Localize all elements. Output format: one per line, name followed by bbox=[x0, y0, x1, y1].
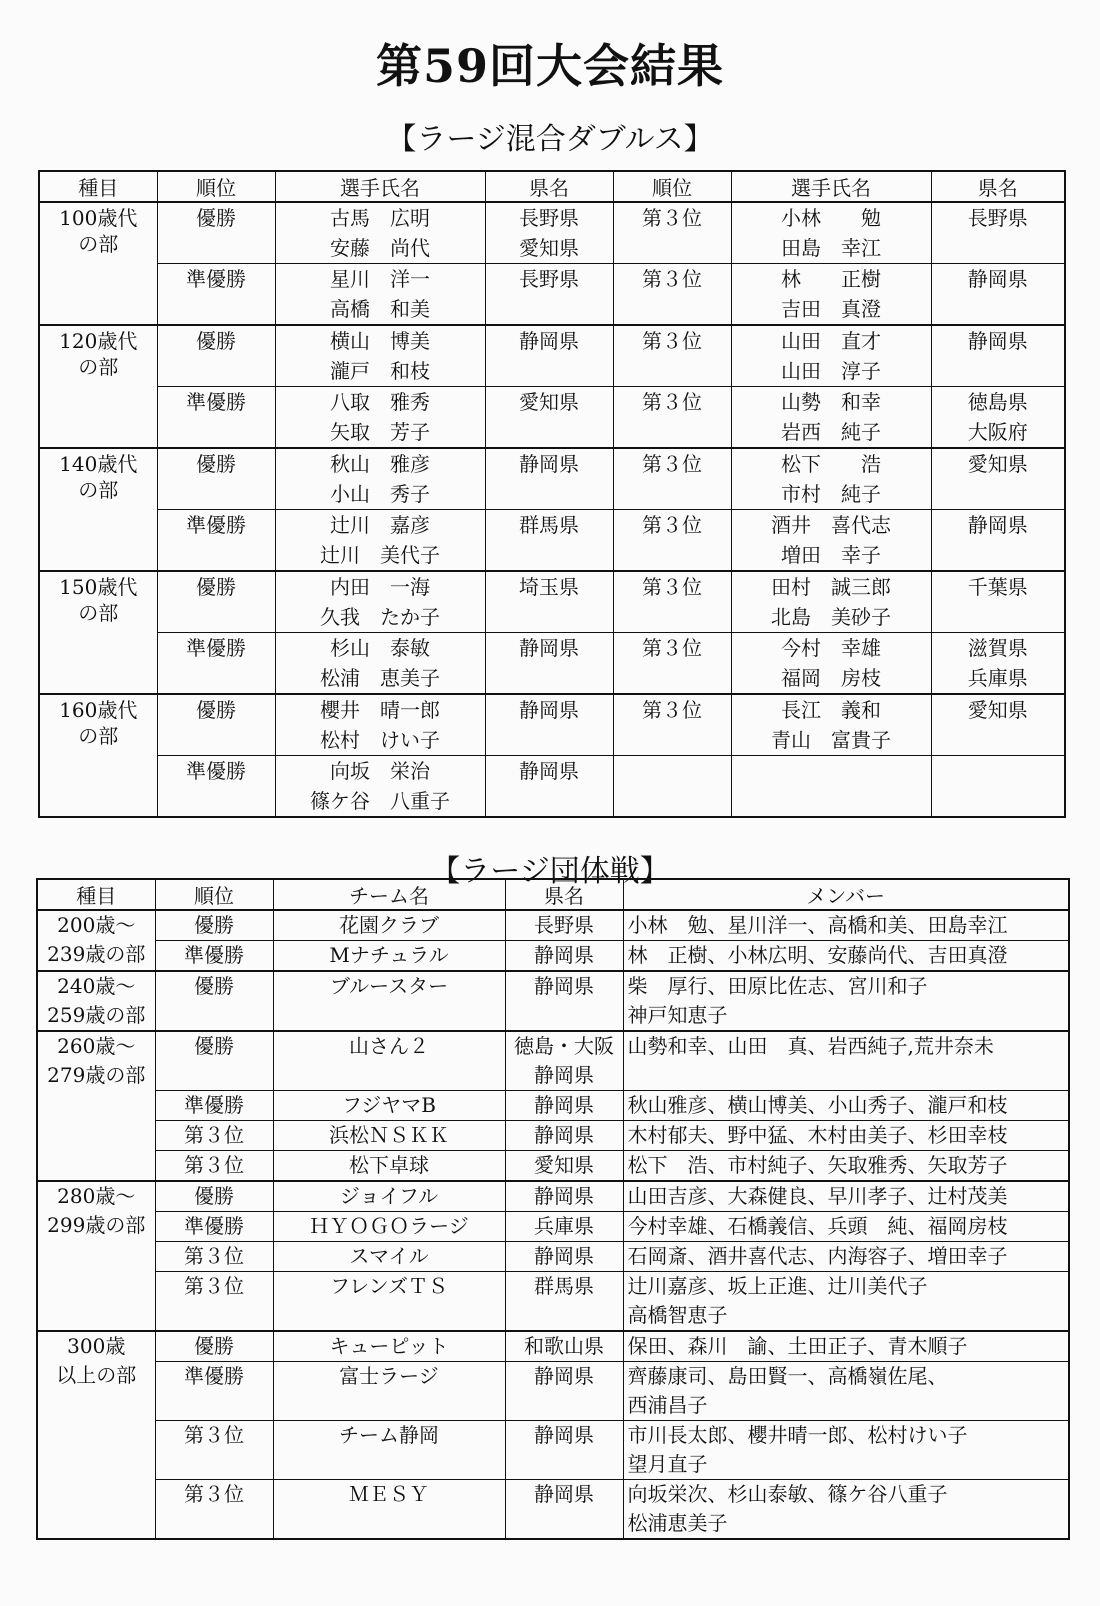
page-title: 第59回大会結果 bbox=[375, 39, 724, 93]
header-cell: 県名 bbox=[505, 879, 623, 910]
members-cell: 辻川嘉彦、坂上正進、辻川美代子 高橋智恵子 bbox=[623, 1272, 1069, 1332]
rank-cell: 優勝 bbox=[155, 1181, 273, 1212]
player-name: 久我 たか子 bbox=[320, 605, 440, 629]
rank3-cell: 第３位 bbox=[613, 694, 731, 756]
players-cell bbox=[275, 756, 485, 818]
players3-cell bbox=[731, 633, 931, 695]
prefecture-name: 大阪府 bbox=[967, 420, 1028, 444]
prefecture3-cell bbox=[931, 510, 1065, 572]
members-cell: 山勢和幸、山田 真、岩西純子,荒井奈未 bbox=[623, 1031, 1069, 1091]
members-cell: 保田、森川 諭、土田正子、青木順子 bbox=[623, 1331, 1069, 1362]
players-cell bbox=[275, 264, 485, 326]
player-name: 矢取 芳子 bbox=[330, 420, 430, 444]
members-cell: 山田吉彦、大森健良、早川孝子、辻村茂美 bbox=[623, 1181, 1069, 1212]
team-name-cell: キューピット bbox=[273, 1331, 505, 1362]
prefecture-cell: 静岡県 bbox=[505, 1421, 623, 1480]
prefecture-cell bbox=[485, 510, 613, 572]
player-name: 内田 一海 bbox=[330, 575, 430, 599]
category-cell bbox=[37, 1331, 155, 1539]
table-row bbox=[39, 325, 1065, 387]
prefecture-name: 千葉県 bbox=[967, 575, 1028, 599]
team-name-cell: ブルースター bbox=[273, 971, 505, 1031]
player-name: 今村 幸雄 bbox=[781, 636, 881, 660]
player-name: 小林 勉 bbox=[781, 206, 881, 230]
members-cell: 向坂栄次、杉山泰敏、篠ケ谷八重子 松浦恵美子 bbox=[623, 1480, 1069, 1540]
player-name: 古馬 広明 bbox=[330, 206, 430, 230]
players-cell bbox=[275, 387, 485, 449]
prefecture-cell: 静岡県 bbox=[505, 1242, 623, 1272]
header-cell: 順位 bbox=[613, 171, 731, 202]
team-name-cell: フレンズＴＳ bbox=[273, 1272, 505, 1332]
category-label: 100歳代 の部 bbox=[59, 206, 138, 256]
rank-cell: 準優勝 bbox=[157, 510, 275, 572]
team-name-cell: Mナチュラル bbox=[273, 941, 505, 972]
player-name: 高橋 和美 bbox=[330, 297, 430, 321]
table-row bbox=[39, 694, 1065, 756]
player-name: 岩西 純子 bbox=[781, 420, 881, 444]
rank-cell: 準優勝 bbox=[157, 756, 275, 818]
prefecture-name: 静岡県 bbox=[967, 329, 1028, 353]
category-cell bbox=[39, 202, 157, 325]
table-row bbox=[37, 1480, 1069, 1540]
table-row bbox=[37, 1331, 1069, 1362]
player-name: 辻川 嘉彦 bbox=[330, 513, 430, 537]
prefecture-cell bbox=[485, 202, 613, 264]
prefecture-cell bbox=[485, 325, 613, 387]
players-cell bbox=[275, 510, 485, 572]
members-cell: 松下 浩、市村純子、矢取雅秀、矢取芳子 bbox=[623, 1151, 1069, 1182]
players3-cell bbox=[731, 387, 931, 449]
players-cell bbox=[275, 694, 485, 756]
player-name: 小山 秀子 bbox=[330, 482, 430, 506]
section-title-mixed-doubles: 【ラージ混合ダブルス】 bbox=[386, 122, 714, 157]
prefecture-cell: 愛知県 bbox=[505, 1151, 623, 1182]
players3-cell bbox=[731, 325, 931, 387]
table-row bbox=[37, 941, 1069, 972]
players-cell bbox=[275, 571, 485, 633]
rank3-cell: 第３位 bbox=[613, 510, 731, 572]
prefecture-cell bbox=[485, 633, 613, 695]
player-name: 横山 博美 bbox=[330, 329, 430, 353]
prefecture-name: 静岡県 bbox=[519, 329, 579, 353]
table-row bbox=[37, 1212, 1069, 1242]
players3-cell bbox=[731, 694, 931, 756]
rank-cell: 第３位 bbox=[155, 1121, 273, 1151]
player-name: 山勢 和幸 bbox=[781, 390, 881, 414]
player-name: 松浦 恵美子 bbox=[320, 666, 440, 690]
header-cell: 種目 bbox=[37, 879, 155, 910]
prefecture-name: 静岡県 bbox=[967, 513, 1028, 537]
prefecture-cell bbox=[485, 448, 613, 510]
header-cell: 選手氏名 bbox=[275, 171, 485, 202]
rank-cell: 準優勝 bbox=[155, 1362, 273, 1421]
members-cell: 秋山雅彦、横山博美、小山秀子、瀧戸和枝 bbox=[623, 1091, 1069, 1121]
player-name: 吉田 真澄 bbox=[781, 297, 881, 321]
prefecture-cell: 静岡県 bbox=[505, 1121, 623, 1151]
player-name: 長江 義和 bbox=[781, 698, 881, 722]
rank3-cell: 第３位 bbox=[613, 571, 731, 633]
rank-cell: 準優勝 bbox=[157, 387, 275, 449]
players-cell bbox=[275, 202, 485, 264]
players-cell bbox=[275, 448, 485, 510]
rank-cell: 優勝 bbox=[157, 202, 275, 264]
prefecture-name: 静岡県 bbox=[519, 698, 579, 722]
rank-cell: 優勝 bbox=[155, 971, 273, 1031]
rank-cell: 準優勝 bbox=[157, 633, 275, 695]
prefecture3-cell bbox=[931, 387, 1065, 449]
player-name: 安藤 尚代 bbox=[330, 236, 430, 260]
team-name-cell: 浜松ＮＳＫＫ bbox=[273, 1121, 505, 1151]
prefecture-name: 静岡県 bbox=[519, 636, 579, 660]
players3-cell bbox=[731, 510, 931, 572]
table-row bbox=[37, 1151, 1069, 1182]
prefecture-cell: 静岡県 bbox=[505, 1181, 623, 1212]
prefecture3-cell bbox=[931, 756, 1065, 818]
team-name-cell: スマイル bbox=[273, 1242, 505, 1272]
rank3-cell: 第３位 bbox=[613, 633, 731, 695]
table-row bbox=[37, 1181, 1069, 1212]
category-label: 120歳代 の部 bbox=[59, 329, 138, 379]
table-header-row bbox=[39, 171, 1065, 202]
category-label: 200歳～ 239歳の部 bbox=[47, 913, 146, 966]
player-name: 篠ケ谷 八重子 bbox=[310, 789, 450, 813]
player-name: 辻川 美代子 bbox=[320, 543, 440, 567]
prefecture-name: 兵庫県 bbox=[967, 666, 1028, 690]
prefecture-name: 静岡県 bbox=[519, 759, 579, 783]
players3-cell bbox=[731, 448, 931, 510]
player-name: 八取 雅秀 bbox=[330, 390, 430, 414]
rank-cell: 優勝 bbox=[157, 448, 275, 510]
players3-cell bbox=[731, 264, 931, 326]
header-cell: 県名 bbox=[931, 171, 1065, 202]
player-name: 山田 淳子 bbox=[781, 359, 881, 383]
table-row bbox=[39, 264, 1065, 326]
prefecture-cell bbox=[485, 571, 613, 633]
prefecture3-cell bbox=[931, 694, 1065, 756]
table-row bbox=[39, 756, 1065, 818]
team-name-cell: 富士ラージ bbox=[273, 1362, 505, 1421]
header-cell: 順位 bbox=[157, 171, 275, 202]
table-row bbox=[39, 571, 1065, 633]
prefecture-name: 愛知県 bbox=[519, 236, 579, 260]
header-cell: 選手氏名 bbox=[731, 171, 931, 202]
table-row bbox=[37, 1121, 1069, 1151]
player-name: 松下 浩 bbox=[781, 452, 881, 476]
prefecture-cell: 静岡県 bbox=[505, 1480, 623, 1540]
members-cell: 齊藤康司、島田賢一、高橋嶺佐尾、 西浦昌子 bbox=[623, 1362, 1069, 1421]
header-cell: 県名 bbox=[485, 171, 613, 202]
prefecture-name: 長野県 bbox=[519, 267, 579, 291]
rank-cell: 優勝 bbox=[157, 694, 275, 756]
rank-cell: 第３位 bbox=[155, 1421, 273, 1480]
members-cell: 小林 勉、星川洋一、高橋和美、田島幸江 bbox=[623, 910, 1069, 941]
player-name: 山田 直才 bbox=[781, 329, 881, 353]
rank-cell: 第３位 bbox=[155, 1272, 273, 1332]
players3-cell bbox=[731, 756, 931, 818]
rank-cell: 優勝 bbox=[155, 1031, 273, 1091]
prefecture-name: 滋賀県 bbox=[967, 636, 1028, 660]
team-name-cell: フジヤマB bbox=[273, 1091, 505, 1121]
table-row bbox=[39, 387, 1065, 449]
players3-cell bbox=[731, 571, 931, 633]
players-cell bbox=[275, 325, 485, 387]
category-label: 160歳代 の部 bbox=[59, 698, 138, 748]
header-cell: チーム名 bbox=[273, 879, 505, 910]
team-name-cell: 松下卓球 bbox=[273, 1151, 505, 1182]
player-name: 林 正樹 bbox=[781, 267, 881, 291]
prefecture-cell: 兵庫県 bbox=[505, 1212, 623, 1242]
prefecture-name: 長野県 bbox=[967, 206, 1028, 230]
rank-cell: 準優勝 bbox=[155, 1212, 273, 1242]
prefecture-cell: 群馬県 bbox=[505, 1272, 623, 1332]
rank3-cell: 第３位 bbox=[613, 448, 731, 510]
prefecture-cell bbox=[485, 387, 613, 449]
prefecture-name: 群馬県 bbox=[519, 513, 579, 537]
prefecture-name: 愛知県 bbox=[967, 698, 1028, 722]
prefecture-cell bbox=[485, 264, 613, 326]
category-cell bbox=[37, 971, 155, 1031]
players3-cell bbox=[731, 202, 931, 264]
team-name-cell: ジョイフル bbox=[273, 1181, 505, 1212]
prefecture3-cell bbox=[931, 202, 1065, 264]
prefecture3-cell bbox=[931, 448, 1065, 510]
rank-cell: 準優勝 bbox=[155, 941, 273, 972]
mixed-doubles-table bbox=[38, 170, 1066, 818]
player-name: 田村 誠三郎 bbox=[771, 575, 891, 599]
rank3-cell: 第３位 bbox=[613, 325, 731, 387]
prefecture-name: 埼玉県 bbox=[519, 575, 579, 599]
members-cell: 木村郁夫、野中猛、木村由美子、杉田幸枝 bbox=[623, 1121, 1069, 1151]
table-header-row bbox=[37, 879, 1069, 910]
category-cell bbox=[39, 448, 157, 571]
rank-cell: 準優勝 bbox=[155, 1091, 273, 1121]
rank-cell: 準優勝 bbox=[157, 264, 275, 326]
player-name: 増田 幸子 bbox=[781, 543, 881, 567]
rank3-cell: 第３位 bbox=[613, 202, 731, 264]
table-row bbox=[37, 1421, 1069, 1480]
prefecture-cell: 和歌山県 bbox=[505, 1331, 623, 1362]
category-label: 280歳～ 299歳の部 bbox=[47, 1184, 146, 1237]
team-results-table bbox=[36, 878, 1070, 1540]
player-name: 北島 美砂子 bbox=[771, 605, 891, 629]
category-cell bbox=[39, 694, 157, 817]
table-row bbox=[39, 448, 1065, 510]
player-name: 櫻井 晴一郎 bbox=[320, 698, 440, 722]
prefecture3-cell bbox=[931, 264, 1065, 326]
player-name: 秋山 雅彦 bbox=[330, 452, 430, 476]
prefecture-cell bbox=[485, 756, 613, 818]
rank3-cell: 第３位 bbox=[613, 264, 731, 326]
prefecture3-cell bbox=[931, 633, 1065, 695]
player-name: 星川 洋一 bbox=[330, 267, 430, 291]
rank-cell: 優勝 bbox=[157, 571, 275, 633]
player-name: 青山 富貴子 bbox=[771, 728, 891, 752]
table-row bbox=[37, 1091, 1069, 1121]
category-cell bbox=[37, 1181, 155, 1331]
table-row bbox=[37, 910, 1069, 941]
team-name-cell: 花園クラブ bbox=[273, 910, 505, 941]
table-row bbox=[37, 1272, 1069, 1332]
prefecture-name: 愛知県 bbox=[967, 452, 1028, 476]
prefecture-name: 静岡県 bbox=[519, 452, 579, 476]
prefecture3-cell bbox=[931, 571, 1065, 633]
player-name: 杉山 泰敏 bbox=[330, 636, 430, 660]
prefecture-cell bbox=[485, 694, 613, 756]
rank-cell: 優勝 bbox=[157, 325, 275, 387]
team-name-cell: ＭＥＳＹ bbox=[273, 1480, 505, 1540]
members-cell: 柴 厚行、田原比佐志、宮川和子 神戸知恵子 bbox=[623, 971, 1069, 1031]
player-name: 福岡 房枝 bbox=[781, 666, 881, 690]
prefecture-name: 長野県 bbox=[519, 206, 579, 230]
prefecture-cell: 静岡県 bbox=[505, 1362, 623, 1421]
table-row bbox=[37, 1362, 1069, 1421]
prefecture-cell: 長野県 bbox=[505, 910, 623, 941]
members-cell: 林 正樹、小林広明、安藤尚代、吉田真澄 bbox=[623, 941, 1069, 972]
rank-cell: 優勝 bbox=[155, 910, 273, 941]
category-label: 300歳 以上の部 bbox=[56, 1334, 137, 1387]
rank-cell: 第３位 bbox=[155, 1480, 273, 1540]
members-cell: 市川長太郎、櫻井晴一郎、松村けい子 望月直子 bbox=[623, 1421, 1069, 1480]
rank3-cell: 第３位 bbox=[613, 387, 731, 449]
rank-cell: 第３位 bbox=[155, 1151, 273, 1182]
team-name-cell: チーム静岡 bbox=[273, 1421, 505, 1480]
category-cell bbox=[39, 571, 157, 694]
player-name: 松村 けい子 bbox=[320, 728, 440, 752]
player-name: 酒井 喜代志 bbox=[771, 513, 891, 537]
category-cell bbox=[37, 910, 155, 971]
category-cell bbox=[39, 325, 157, 448]
team-name-cell: 山さん２ bbox=[273, 1031, 505, 1091]
header-cell: メンバー bbox=[623, 879, 1069, 910]
rank-cell: 第３位 bbox=[155, 1242, 273, 1272]
prefecture-name: 徳島県 bbox=[967, 390, 1028, 414]
player-name: 向坂 栄治 bbox=[330, 759, 430, 783]
player-name: 瀧戸 和枝 bbox=[330, 359, 430, 383]
player-name: 市村 純子 bbox=[781, 482, 881, 506]
members-cell: 今村幸雄、石橋義信、兵頭 純、福岡房枝 bbox=[623, 1212, 1069, 1242]
prefecture-name: 静岡県 bbox=[967, 267, 1028, 291]
category-label: 150歳代 の部 bbox=[59, 575, 138, 625]
rank-cell: 優勝 bbox=[155, 1331, 273, 1362]
table-row bbox=[39, 510, 1065, 572]
category-label: 260歳～ 279歳の部 bbox=[47, 1034, 146, 1087]
members-cell: 石岡斎、酒井喜代志、内海容子、増田幸子 bbox=[623, 1242, 1069, 1272]
prefecture-cell: 静岡県 bbox=[505, 1091, 623, 1121]
table-row bbox=[39, 633, 1065, 695]
players-cell bbox=[275, 633, 485, 695]
table-row bbox=[37, 1031, 1069, 1091]
header-cell: 種目 bbox=[39, 171, 157, 202]
player-name: 田島 幸江 bbox=[781, 236, 881, 260]
prefecture3-cell bbox=[931, 325, 1065, 387]
table-row bbox=[39, 202, 1065, 264]
header-cell: 順位 bbox=[155, 879, 273, 910]
category-cell bbox=[37, 1031, 155, 1181]
prefecture-cell: 静岡県 bbox=[505, 941, 623, 972]
rank3-cell bbox=[613, 756, 731, 818]
table-row bbox=[37, 971, 1069, 1031]
category-label: 140歳代 の部 bbox=[59, 452, 138, 502]
prefecture-name: 愛知県 bbox=[519, 390, 579, 414]
prefecture-cell: 静岡県 bbox=[505, 971, 623, 1031]
section-title-team: 【ラージ団体戦】 bbox=[430, 854, 670, 889]
category-label: 240歳～ 259歳の部 bbox=[47, 974, 146, 1027]
table-row bbox=[37, 1242, 1069, 1272]
team-name-cell: ＨＹＯＧＯラージ bbox=[273, 1212, 505, 1242]
prefecture-cell: 徳島・大阪 静岡県 bbox=[505, 1031, 623, 1091]
